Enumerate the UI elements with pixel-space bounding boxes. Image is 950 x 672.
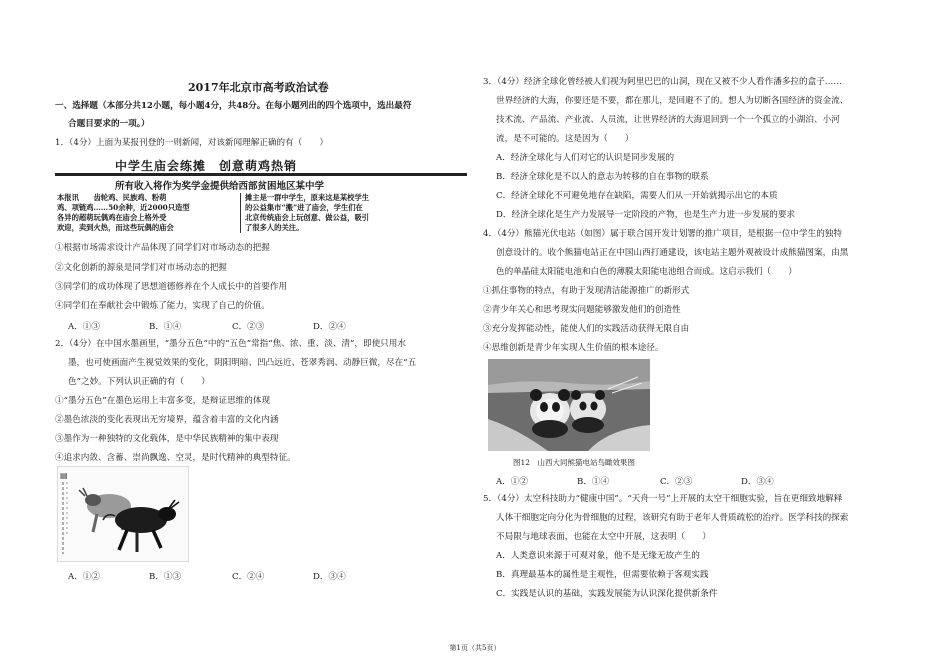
q4-item: ②青少年关心和思考现实问题能够激发他们的创造性 bbox=[483, 305, 681, 315]
news-right-line: 北京传统庙会上玩创意、做公益，吸引 bbox=[245, 213, 370, 222]
q3-option-a[interactable]: A．经济全球化与人们对它的认识是同步发展的 bbox=[496, 153, 675, 163]
q2-item: ②墨色浓淡的变化表现出无穷境界，蕴含着丰富的文化内涵 bbox=[55, 415, 279, 425]
news-divider bbox=[55, 173, 467, 176]
q2-stem-line: 墨，也可使画面产生视觉效果的变化，阴阳明暗、凹凸远近、苍翠秀润、动静巨微，尽在“五 bbox=[68, 358, 417, 368]
q4-stem-line: 4．（4分）熊猫光伏电站（如图）属于联合国开发计划署的推广项目，是根据一位中学生的独特 bbox=[483, 229, 842, 239]
news-left-line: 各异的超萌玩偶鸡在庙会上格外受 bbox=[57, 213, 167, 222]
q1-item: ③同学们的成功体现了思想道德修养在个人成长中的首要作用 bbox=[55, 282, 288, 292]
panda-power-station-photo bbox=[488, 359, 650, 451]
q2-stem-line: 色”之妙。下列认识正确的有（ ） bbox=[68, 377, 210, 387]
q5-stem-line: 人体干细胞定向分化为骨细胞的过程，该研究有助于老年人骨质疏松的治疗。医学科技的探索 bbox=[496, 513, 849, 523]
q5-stem-line: 不局限与地球表面，也能在太空中开展，这表明（ ） bbox=[496, 532, 711, 542]
q3-stem-line: 流，是不可能的。这是因为（ ） bbox=[496, 134, 634, 144]
q1-news-clipping bbox=[55, 157, 467, 237]
news-left-line: 本报讯 齿轮鸡、民族鸡、粉萌 bbox=[57, 193, 167, 202]
svg-text:▤: ▤ bbox=[60, 471, 68, 480]
news-right-line: 摊主是一群中学生，原来这是某校学生 bbox=[245, 193, 370, 202]
news-right-line: 了很多人的关注。 bbox=[245, 223, 304, 232]
q2-option-a[interactable]: A．①② bbox=[68, 572, 100, 582]
page-title: 2017年北京市高考政治试卷 bbox=[188, 81, 329, 94]
figure-caption: 图12 山西大同熊猫电站鸟瞰效果图 bbox=[513, 458, 636, 467]
q5-option-b[interactable]: B．真理最基本的属性是主观性，但需要依赖于客观实践 bbox=[496, 570, 709, 580]
q1-option-a[interactable]: A．①③ bbox=[68, 322, 100, 332]
q4-option-a[interactable]: A．①② bbox=[496, 477, 528, 487]
section-heading-cont: 合题目要求的一项。） bbox=[68, 119, 150, 129]
q4-item: ①抓住事物的特点，有助于发现清洁能源推广的新形式 bbox=[483, 286, 690, 296]
q3-stem-line: 技术流、产品流、产业流、人员流，让世界经济的大海退回到一个一个孤立的小湖泊、小河 bbox=[496, 115, 840, 125]
news-left-line: 鸡、项链鸡……50余种，近2000只造型 bbox=[57, 203, 190, 212]
news-headline: 中学生庙会练摊 创意萌鸡热销 bbox=[115, 159, 298, 173]
q2-option-c[interactable]: C．②④ bbox=[232, 572, 265, 582]
q3-option-d[interactable]: D．经济全球化是生产力发展导一定阶段的产物，也是生产力进一步发展的要求 bbox=[496, 210, 796, 220]
q1-item: ④同学们在奉献社会中锻炼了能力，实现了自己的价值。 bbox=[55, 301, 270, 311]
q1-item: ②文化创新的源泉是同学们对市场动态的把握 bbox=[55, 263, 227, 273]
q4-stem-line: 色的单晶硅太阳能电池和白色的薄膜太阳能电池组合而成。这启示我们（ ） bbox=[496, 267, 797, 277]
q2-option-d[interactable]: D．③④ bbox=[313, 572, 346, 582]
q2-item: ④追求内敛、含蓄、崇尚飘逸、空灵，是时代精神的典型特征。 bbox=[55, 453, 296, 463]
q4-stem-line: 创意设计的。收个熊猫电站正在中国山西打通建设，该电站主题外观被设计成熊猫图案，由黑 bbox=[496, 248, 849, 258]
q5-option-a[interactable]: A．人类意识来源于可观对象，他不是无缘无故产生的 bbox=[496, 551, 700, 561]
q4-option-d[interactable]: D．③④ bbox=[741, 477, 774, 487]
ink-painting-oxen bbox=[57, 466, 189, 562]
q2-option-b[interactable]: B．①③ bbox=[149, 572, 182, 582]
news-column-rule bbox=[240, 193, 241, 233]
q1-item: ①根据市场需求设计产品体现了同学们对市场动态的把握 bbox=[55, 243, 270, 253]
q3-stem-line: 世界经济的大海，你要还是不要，都在那儿，是回避不了的。想人为切断各国经济的资金流、 bbox=[496, 96, 849, 106]
q4-option-c[interactable]: C．②③ bbox=[660, 477, 693, 487]
q2-item: ③墨作为一种独特的文化载体，是中华民族精神的集中表现 bbox=[55, 434, 279, 444]
page-footer: 第1页（共5页） bbox=[449, 644, 501, 652]
q2-item: ①“墨分五色”在墨色运用上丰富多变，是辩证思维的体现 bbox=[55, 396, 271, 406]
q3-option-c[interactable]: C．经济全球化不可避免地存在缺陷，需要人们从一开始就揭示出它的本质 bbox=[496, 191, 778, 201]
q1-option-c[interactable]: C．②③ bbox=[232, 322, 265, 332]
q1-option-d[interactable]: D．②④ bbox=[313, 322, 346, 332]
q5-option-c[interactable]: C．实践是认识的基础，实践发展能为认识深化提供新条件 bbox=[496, 589, 718, 599]
news-subheadline: 所有收入将作为奖学金提供给西部贫困地区某中学 bbox=[115, 181, 325, 192]
q1-option-b[interactable]: B．①④ bbox=[149, 322, 182, 332]
news-left-line: 欢迎，卖到火热，而这些玩偶的庙会 bbox=[57, 223, 174, 232]
q4-item: ③充分发挥能动性，能使人们的实践活动获得无限自由 bbox=[483, 324, 690, 334]
q5-stem-line: 5．（4分）太空科技助力“健康中国”。“天舟一号”上开展的太空干细胞实验，旨在更细致地解释 bbox=[483, 494, 843, 504]
q4-item: ④思维创新是青少年实现人生价值的根本途径。 bbox=[483, 343, 664, 353]
q3-option-b[interactable]: B．经济全球化是不以人的意志为转移的自在事物的联系 bbox=[496, 172, 709, 182]
news-right-line: 的公益集市“搬”进了庙会，学生们在 bbox=[245, 203, 363, 212]
section-heading: 一、选择题（本部分共12小题，每小题4分，共48分。在每小题列出的四个选项中，选出最符 bbox=[55, 101, 412, 111]
q1-stem: 1．（4分）上面为某报刊登的一则新闻，对该新闻理解正确的有（ ） bbox=[55, 138, 329, 148]
q3-stem-line: 3．（4分）经济全球化曾经被人们视为阿里巴巴的山洞，现在又被不少人看作潘多拉的盒子…… bbox=[483, 77, 842, 87]
q2-stem-line: 2．（4分）在中国水墨画里，“墨分五色”中的“五色”常指“焦、浓、重、淡、清”，即使只用水 bbox=[55, 339, 406, 349]
q4-option-b[interactable]: B．①④ bbox=[577, 477, 610, 487]
